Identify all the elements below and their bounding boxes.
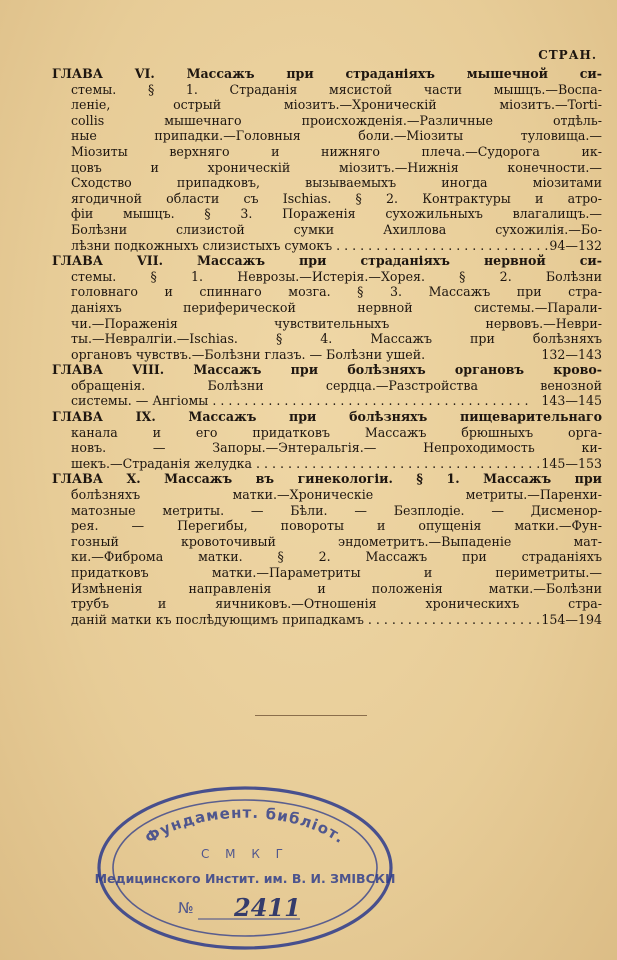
toc-line-text: ГЛАВА VIII. Массажъ при болѣзняхъ органовъ крово-	[52, 362, 602, 378]
toc-line-text: ГЛАВА X. Массажъ въ гинекологіи. § 1. Массажъ при	[52, 471, 602, 487]
toc-entry	[52, 253, 602, 362]
toc-line-text: леніе, острый міозитъ.—Хроническій міозитъ.—Torti-	[71, 97, 602, 113]
toc-line-text: цовъ и хроническій міозитъ.—Нижнія конечности.—	[71, 159, 602, 175]
toc-line	[52, 284, 602, 300]
toc-line-text: органовъ чувствъ.—Болѣзни глазъ. — Болѣзни ушей.	[71, 346, 426, 362]
toc-line	[52, 425, 602, 441]
toc-line-text: лѣзни подкожныхъ слизистыхъ сумокъ	[71, 237, 333, 253]
toc-entry	[52, 362, 602, 409]
chapter-heading-line	[52, 471, 602, 487]
toc-line-text: стемы. § 1. Страданія мясистой части мышцъ.—Воспа-	[71, 81, 602, 97]
toc-line	[52, 565, 602, 581]
toc-line	[52, 378, 602, 394]
page-range: 154—194	[541, 611, 602, 627]
toc-line	[52, 238, 602, 254]
toc-line-text: головнаго и спиннаго мозга. § 3. Массажъ при стра-	[71, 284, 602, 300]
toc-line-text: обращенія. Болѣзни сердца.—Разстройства венозной	[71, 377, 602, 393]
library-stamp	[94, 782, 396, 952]
toc-line-text: ные припадки.—Головныя боли.—Міозиты туловища.—	[71, 128, 602, 144]
toc-line	[52, 487, 602, 503]
toc-line	[52, 581, 602, 597]
toc-line	[52, 97, 602, 113]
stamp-line-2: Медицинского Инстит. им. В. И. ЗМІВСКИ	[94, 871, 396, 886]
toc-line-text: Сходство припадковъ, вызываемыхъ иногда міозитами	[71, 175, 602, 191]
toc-line-text: ГЛАВА VII. Массажъ при страданіяхъ нервной си-	[52, 253, 602, 269]
toc-line-text: Болѣзни слизистой сумки Ахиллова сухожилія.—Бо-	[71, 221, 602, 237]
toc-line-text: Измѣненія направленія и положенія матки.—Болѣзни	[71, 580, 602, 596]
toc-entry	[52, 471, 602, 627]
toc-line	[52, 440, 602, 456]
dot-leader	[332, 238, 549, 254]
page-range: 143—145	[541, 393, 602, 409]
toc-line	[52, 347, 602, 363]
chapter-heading-line	[52, 66, 602, 82]
page-range: 94—132	[549, 237, 602, 253]
toc-line	[52, 144, 602, 160]
toc-line-text: стемы. § 1. Неврозы.—Истерія.—Хорея. § 2. Болѣзни	[71, 268, 602, 284]
table-of-contents	[52, 66, 602, 627]
toc-line-text: новъ. — Запоры.—Энтеральгія.— Непроходимость ки-	[71, 440, 602, 456]
toc-line	[52, 113, 602, 129]
toc-line-text: чи.—Пораженія чувствительныхъ нервовъ.—Неври-	[71, 315, 602, 331]
toc-line	[52, 534, 602, 550]
chapter-heading-line	[52, 253, 602, 269]
toc-line	[52, 456, 602, 472]
toc-line	[52, 175, 602, 191]
toc-line	[52, 316, 602, 332]
toc-line-text: болѣзняхъ матки.—Хроническіе метриты.—Паренхи-	[71, 487, 602, 503]
toc-line	[52, 596, 602, 612]
page-range: 132—143	[541, 346, 602, 362]
dot-leader	[208, 393, 541, 409]
chapter-heading-line	[52, 409, 602, 425]
toc-line-text: даній матки къ послѣдующимъ припадкамъ	[71, 611, 364, 627]
toc-line	[52, 206, 602, 222]
toc-line-text: Міозиты верхняго и нижняго плеча.—Судорога ик-	[71, 143, 602, 159]
toc-line	[52, 393, 602, 409]
toc-line	[52, 160, 602, 176]
toc-line	[52, 331, 602, 347]
toc-line	[52, 269, 602, 285]
toc-line-text: даніяхъ периферической нервной системы.—Парали-	[71, 299, 602, 315]
chapter-heading-line	[52, 362, 602, 378]
toc-line-text: системы. — Ангіомы	[71, 393, 209, 409]
toc-line-text: collis мышечнаго происхожденія.—Различные отдѣль-	[71, 112, 602, 128]
toc-line	[52, 300, 602, 316]
page-column-label: СТРАН.	[538, 48, 597, 62]
toc-line	[52, 549, 602, 565]
toc-line-text: ты.—Невралгіи.—Ischias. § 4. Массажъ при болѣзняхъ	[71, 331, 602, 347]
toc-line-text: ки.—Фиброма матки. § 2. Массажъ при страданіяхъ	[71, 549, 602, 565]
stamp-arc-text: Фундамент. библіот.	[141, 803, 349, 848]
toc-line	[52, 128, 602, 144]
stamp-number-prefix: №	[178, 899, 194, 917]
toc-line	[52, 503, 602, 519]
toc-line-text: матозные метриты. — Бѣли. — Безплодіе. — Дисменор-	[71, 502, 602, 518]
toc-line-text: канала и его придатковъ Массажъ брюшныхъ орга-	[71, 424, 602, 440]
toc-line-text: шекъ.—Страданія желудка	[71, 455, 253, 471]
page-range: 145—153	[541, 455, 602, 471]
toc-entry	[52, 409, 602, 471]
toc-line-text: рея. — Перегибы, повороты и опущенія матки.—Фун-	[71, 518, 602, 534]
stamp-number: 2411	[234, 893, 301, 922]
stamp-graphic	[94, 782, 396, 952]
toc-line-text: фіи мышцъ. § 3. Пораженія сухожильныхъ влагалищъ.—	[71, 206, 602, 222]
toc-line-text: гозный кровоточивый эндометритъ.—Выпаденіе мат-	[71, 533, 602, 549]
toc-line-text: ГЛАВА VI. Массажъ при страданіяхъ мышечной си-	[52, 66, 602, 81]
toc-entry	[52, 66, 602, 253]
toc-line-text: ягодичной области съ Ischias. § 2. Контрактуры и атро-	[71, 190, 602, 206]
dot-leader	[364, 612, 541, 628]
toc-line	[52, 191, 602, 207]
stamp-line-1: С М К Г	[200, 847, 290, 861]
toc-line-text: трубъ и яичниковъ.—Отношенія хроническихъ стра-	[71, 596, 602, 612]
toc-line	[52, 612, 602, 628]
dot-leader	[252, 456, 541, 472]
toc-line	[52, 518, 602, 534]
toc-line	[52, 82, 602, 98]
section-divider	[255, 715, 367, 716]
toc-line-text: ГЛАВА IX. Массажъ при болѣзняхъ пищеварительнаго	[52, 409, 602, 425]
toc-line	[52, 222, 602, 238]
toc-line-text: придатковъ матки.—Параметриты и периметриты.—	[71, 565, 602, 580]
